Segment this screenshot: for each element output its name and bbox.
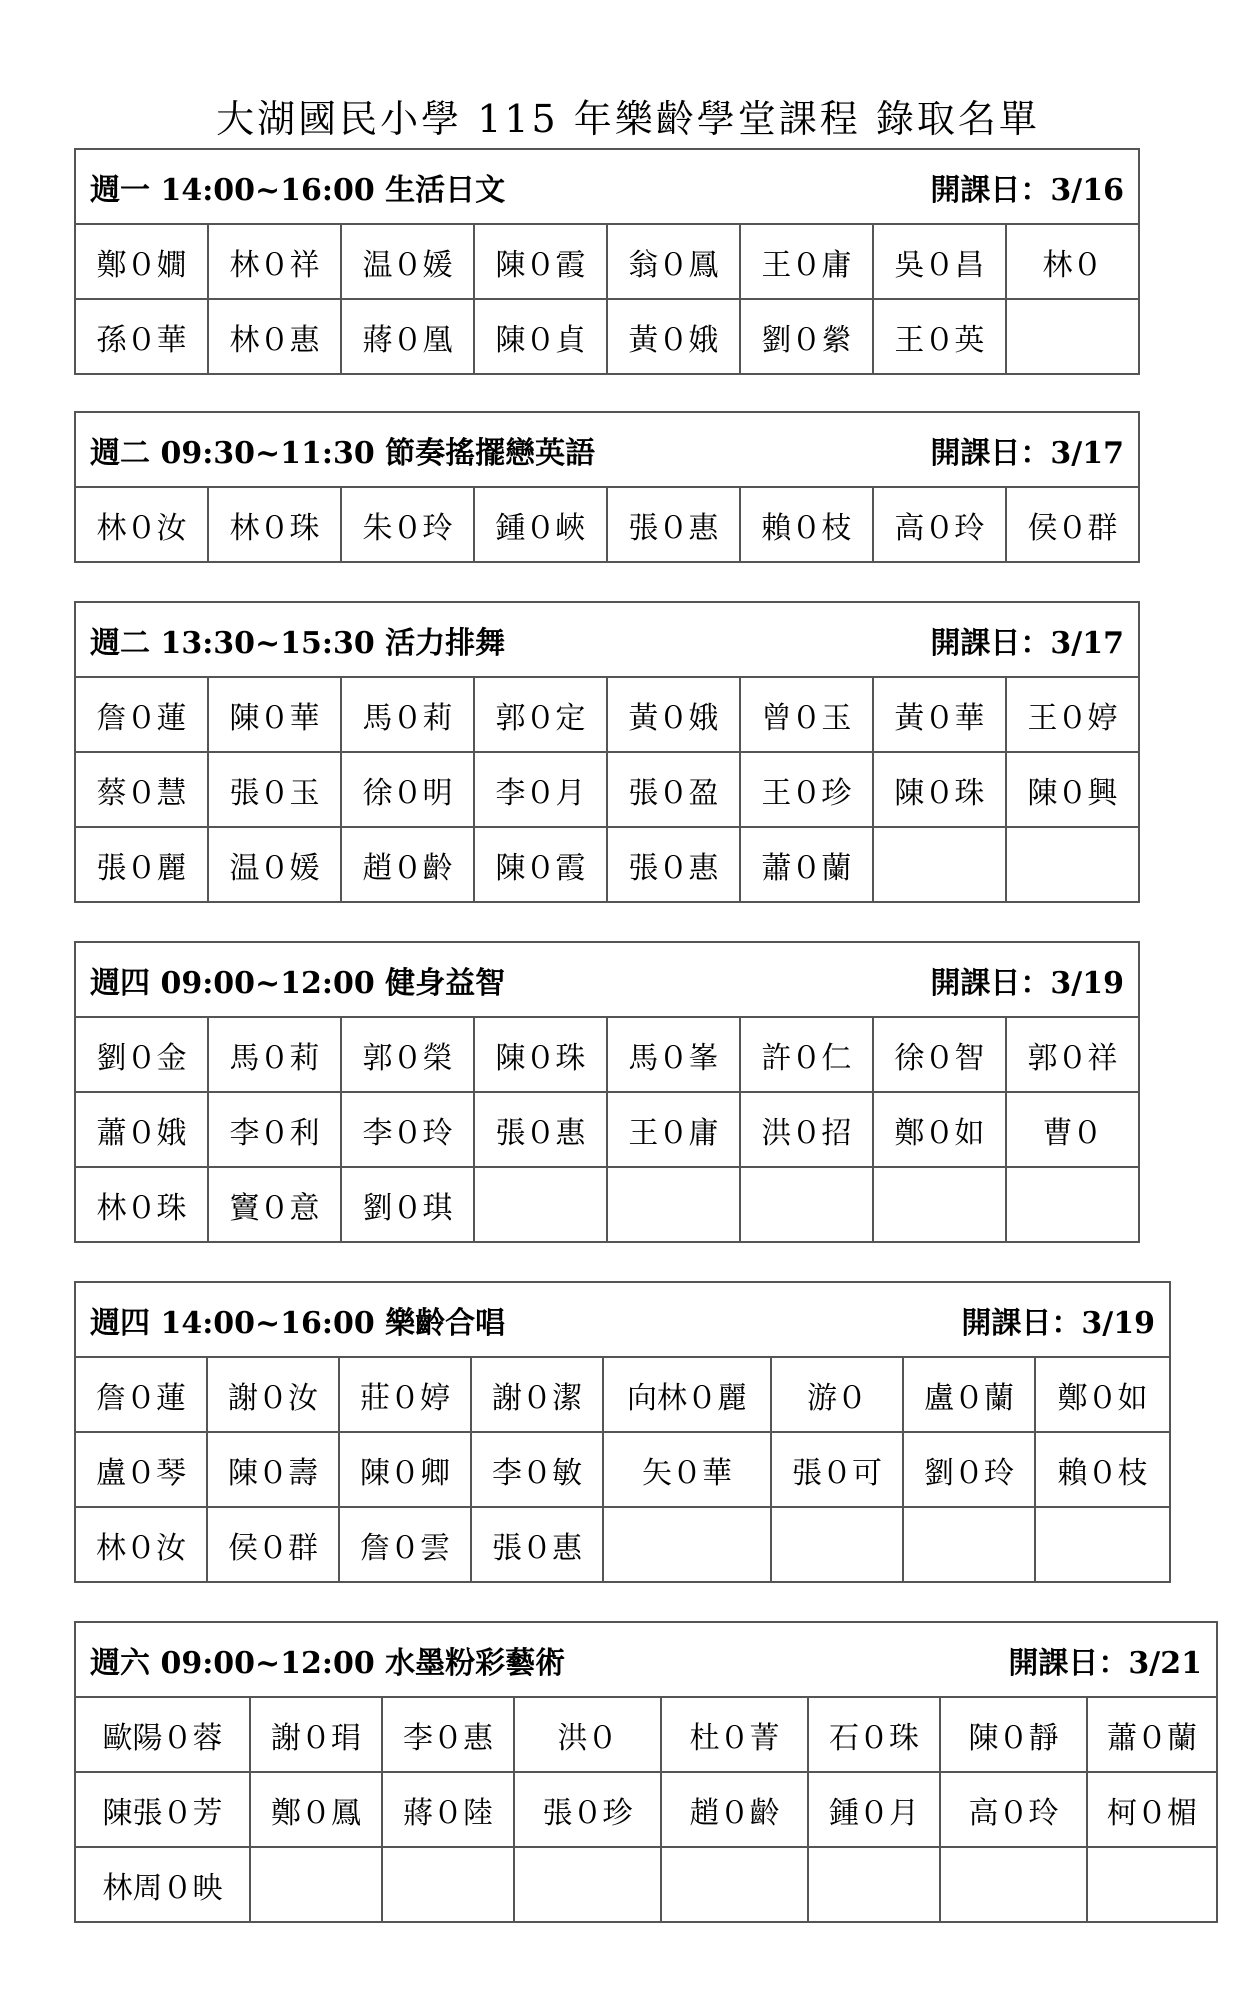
name-cell: 陳０華 (208, 677, 341, 752)
name-cell: 黃０娥 (607, 677, 740, 752)
name-cell: 陳０珠 (873, 752, 1006, 827)
name-cell (1006, 1167, 1139, 1242)
name-cell: 孫０華 (75, 299, 208, 374)
name-cell: 向林０麗 (603, 1357, 771, 1432)
start-date: 開課日：3/17 (930, 625, 1124, 661)
name-cell: 陳０珠 (474, 1017, 607, 1092)
start-date: 開課日：3/17 (930, 435, 1124, 471)
name-cell (1006, 827, 1139, 902)
name-cell: 侯０群 (207, 1507, 339, 1582)
name-cell: 林０汝 (75, 487, 208, 562)
name-cell: 趙０齡 (661, 1772, 808, 1847)
name-cell: 吳０昌 (873, 224, 1006, 299)
name-cell: 李０玲 (341, 1092, 474, 1167)
name-cell: 鄭０嫺 (75, 224, 208, 299)
name-cell: 劉０琪 (341, 1167, 474, 1242)
name-cell: 高０玲 (940, 1772, 1087, 1847)
name-cell: 陳張０芳 (75, 1772, 250, 1847)
course-table (74, 411, 1140, 563)
name-row (75, 1167, 1139, 1242)
start-date: 開課日：3/16 (930, 172, 1124, 208)
document-title: 大湖國民小學 115 年樂齡學堂課程 錄取名單 (216, 97, 1040, 141)
name-cell: 蕭０蘭 (1087, 1697, 1217, 1772)
course-title: 週四 09:00~12:00 健身益智 (90, 965, 506, 1001)
name-row (75, 677, 1139, 752)
name-cell: 杜０菁 (661, 1697, 808, 1772)
name-cell: 陳０卿 (339, 1432, 471, 1507)
course-header (75, 1282, 1170, 1357)
name-cell: 曾０玉 (740, 677, 873, 752)
name-cell (250, 1847, 382, 1922)
course-table (74, 601, 1140, 903)
name-cell: 陳０靜 (940, 1697, 1087, 1772)
name-row (75, 1017, 1139, 1092)
name-cell: 林０ (1006, 224, 1139, 299)
name-cell: 馬０莉 (208, 1017, 341, 1092)
name-cell: 張０可 (771, 1432, 903, 1507)
name-cell: 劉０金 (75, 1017, 208, 1092)
name-cell: 洪０ (514, 1697, 661, 1772)
name-cell (382, 1847, 514, 1922)
name-cell: 林０珠 (75, 1167, 208, 1242)
name-cell (607, 1167, 740, 1242)
start-date: 開課日：3/21 (1008, 1645, 1203, 1681)
name-row (75, 1092, 1139, 1167)
name-cell: 張０惠 (607, 487, 740, 562)
name-cell: 張０玉 (208, 752, 341, 827)
name-cell: 林０惠 (208, 299, 341, 374)
course-header-row (75, 1622, 1217, 1697)
name-cell (661, 1847, 808, 1922)
name-cell: 張０惠 (471, 1507, 603, 1582)
name-cell: 王０婷 (1006, 677, 1139, 752)
name-cell: 林０珠 (208, 487, 341, 562)
name-cell: 鍾０峽 (474, 487, 607, 562)
name-cell: 侯０群 (1006, 487, 1139, 562)
name-cell: 蔣０凰 (341, 299, 474, 374)
name-cell: 郭０榮 (341, 1017, 474, 1092)
name-cell (1006, 299, 1139, 374)
name-cell (603, 1507, 771, 1582)
name-row (75, 487, 1139, 562)
course-title: 週二 13:30~15:30 活力排舞 (90, 625, 506, 661)
course-header (75, 942, 1139, 1017)
name-row (75, 752, 1139, 827)
name-row (75, 1507, 1170, 1582)
name-cell: 温０媛 (341, 224, 474, 299)
name-cell: 陳０壽 (207, 1432, 339, 1507)
name-cell: 鄭０如 (1035, 1357, 1170, 1432)
name-cell: 温０媛 (208, 827, 341, 902)
name-cell: 張０盈 (607, 752, 740, 827)
name-cell: 蔡０慧 (75, 752, 208, 827)
name-cell: 蕭０娥 (75, 1092, 208, 1167)
name-cell: 王０庸 (607, 1092, 740, 1167)
name-cell: 王０英 (873, 299, 1006, 374)
course-header-row (75, 412, 1139, 487)
name-cell: 李０月 (474, 752, 607, 827)
name-cell: 林０祥 (208, 224, 341, 299)
name-cell (873, 827, 1006, 902)
name-row (75, 1357, 1170, 1432)
course-header (75, 1622, 1217, 1697)
course-header-row (75, 942, 1139, 1017)
name-cell: 謝０琄 (250, 1697, 382, 1772)
name-row (75, 1772, 1217, 1847)
name-cell: 李０利 (208, 1092, 341, 1167)
name-cell: 鄭０如 (873, 1092, 1006, 1167)
name-cell: 張０惠 (607, 827, 740, 902)
course-table (74, 1281, 1171, 1583)
name-cell: 竇０意 (208, 1167, 341, 1242)
name-cell: 許０仁 (740, 1017, 873, 1092)
course-header (75, 602, 1139, 677)
name-cell: 詹０蓮 (75, 677, 208, 752)
course-title: 週六 09:00~12:00 水墨粉彩藝術 (90, 1645, 566, 1681)
name-cell: 石０珠 (808, 1697, 940, 1772)
course-header-row (75, 149, 1139, 224)
course-header (75, 149, 1139, 224)
name-cell: 曹０ (1006, 1092, 1139, 1167)
course-title: 週四 14:00~16:00 樂齡合唱 (90, 1305, 506, 1341)
name-cell: 賴０枝 (740, 487, 873, 562)
course-header-row (75, 602, 1139, 677)
start-date: 開課日：3/19 (961, 1305, 1156, 1341)
name-row (75, 299, 1139, 374)
name-cell: 謝０汝 (207, 1357, 339, 1432)
course-title: 週二 09:30~11:30 節奏搖擺戀英語 (90, 435, 596, 471)
name-cell (940, 1847, 1087, 1922)
name-cell: 黃０華 (873, 677, 1006, 752)
name-cell: 莊０婷 (339, 1357, 471, 1432)
name-cell (474, 1167, 607, 1242)
name-cell: 徐０智 (873, 1017, 1006, 1092)
name-cell: 柯０楣 (1087, 1772, 1217, 1847)
name-cell (808, 1847, 940, 1922)
name-cell: 陳０興 (1006, 752, 1139, 827)
course-table (74, 941, 1140, 1243)
name-cell: 李０惠 (382, 1697, 514, 1772)
name-cell: 盧０琴 (75, 1432, 207, 1507)
course-table (74, 148, 1140, 375)
course-title: 週一 14:00~16:00 生活日文 (90, 172, 506, 208)
name-row (75, 827, 1139, 902)
name-cell: 徐０明 (341, 752, 474, 827)
name-cell (1035, 1507, 1170, 1582)
name-cell: 林周０映 (75, 1847, 250, 1922)
name-cell: 陳０貞 (474, 299, 607, 374)
name-cell: 陳０霞 (474, 224, 607, 299)
name-cell: 鄭０鳳 (250, 1772, 382, 1847)
name-row (75, 224, 1139, 299)
name-cell: 矢０華 (603, 1432, 771, 1507)
name-cell (873, 1167, 1006, 1242)
name-row (75, 1432, 1170, 1507)
name-cell: 翁０鳳 (607, 224, 740, 299)
name-cell (771, 1507, 903, 1582)
name-cell: 張０珍 (514, 1772, 661, 1847)
name-cell: 林０汝 (75, 1507, 207, 1582)
name-cell: 朱０玲 (341, 487, 474, 562)
name-cell: 馬０峯 (607, 1017, 740, 1092)
start-date: 開課日：3/19 (930, 965, 1124, 1001)
name-cell: 鍾０月 (808, 1772, 940, 1847)
name-cell: 劉０縈 (740, 299, 873, 374)
course-header-row (75, 1282, 1170, 1357)
name-cell: 洪０招 (740, 1092, 873, 1167)
name-cell: 高０玲 (873, 487, 1006, 562)
name-cell: 歐陽０蓉 (75, 1697, 250, 1772)
name-cell: 張０惠 (474, 1092, 607, 1167)
name-cell: 郭０定 (474, 677, 607, 752)
course-table (74, 1621, 1218, 1923)
course-header (75, 412, 1139, 487)
name-cell: 黃０娥 (607, 299, 740, 374)
name-cell (1087, 1847, 1217, 1922)
name-cell: 劉０玲 (903, 1432, 1035, 1507)
name-cell: 盧０蘭 (903, 1357, 1035, 1432)
name-cell: 李０敏 (471, 1432, 603, 1507)
name-cell: 王０庸 (740, 224, 873, 299)
name-cell: 游０ (771, 1357, 903, 1432)
name-row (75, 1697, 1217, 1772)
name-cell (740, 1167, 873, 1242)
name-cell: 趙０齡 (341, 827, 474, 902)
name-cell: 張０麗 (75, 827, 208, 902)
name-cell: 詹０蓮 (75, 1357, 207, 1432)
name-cell (903, 1507, 1035, 1582)
name-cell: 王０珍 (740, 752, 873, 827)
name-cell: 馬０莉 (341, 677, 474, 752)
name-cell: 詹０雲 (339, 1507, 471, 1582)
name-cell: 賴０枝 (1035, 1432, 1170, 1507)
name-cell: 郭０祥 (1006, 1017, 1139, 1092)
name-cell: 陳０霞 (474, 827, 607, 902)
name-cell: 蔣０陸 (382, 1772, 514, 1847)
name-cell: 蕭０蘭 (740, 827, 873, 902)
name-cell: 謝０潔 (471, 1357, 603, 1432)
name-cell (514, 1847, 661, 1922)
name-row (75, 1847, 1217, 1922)
